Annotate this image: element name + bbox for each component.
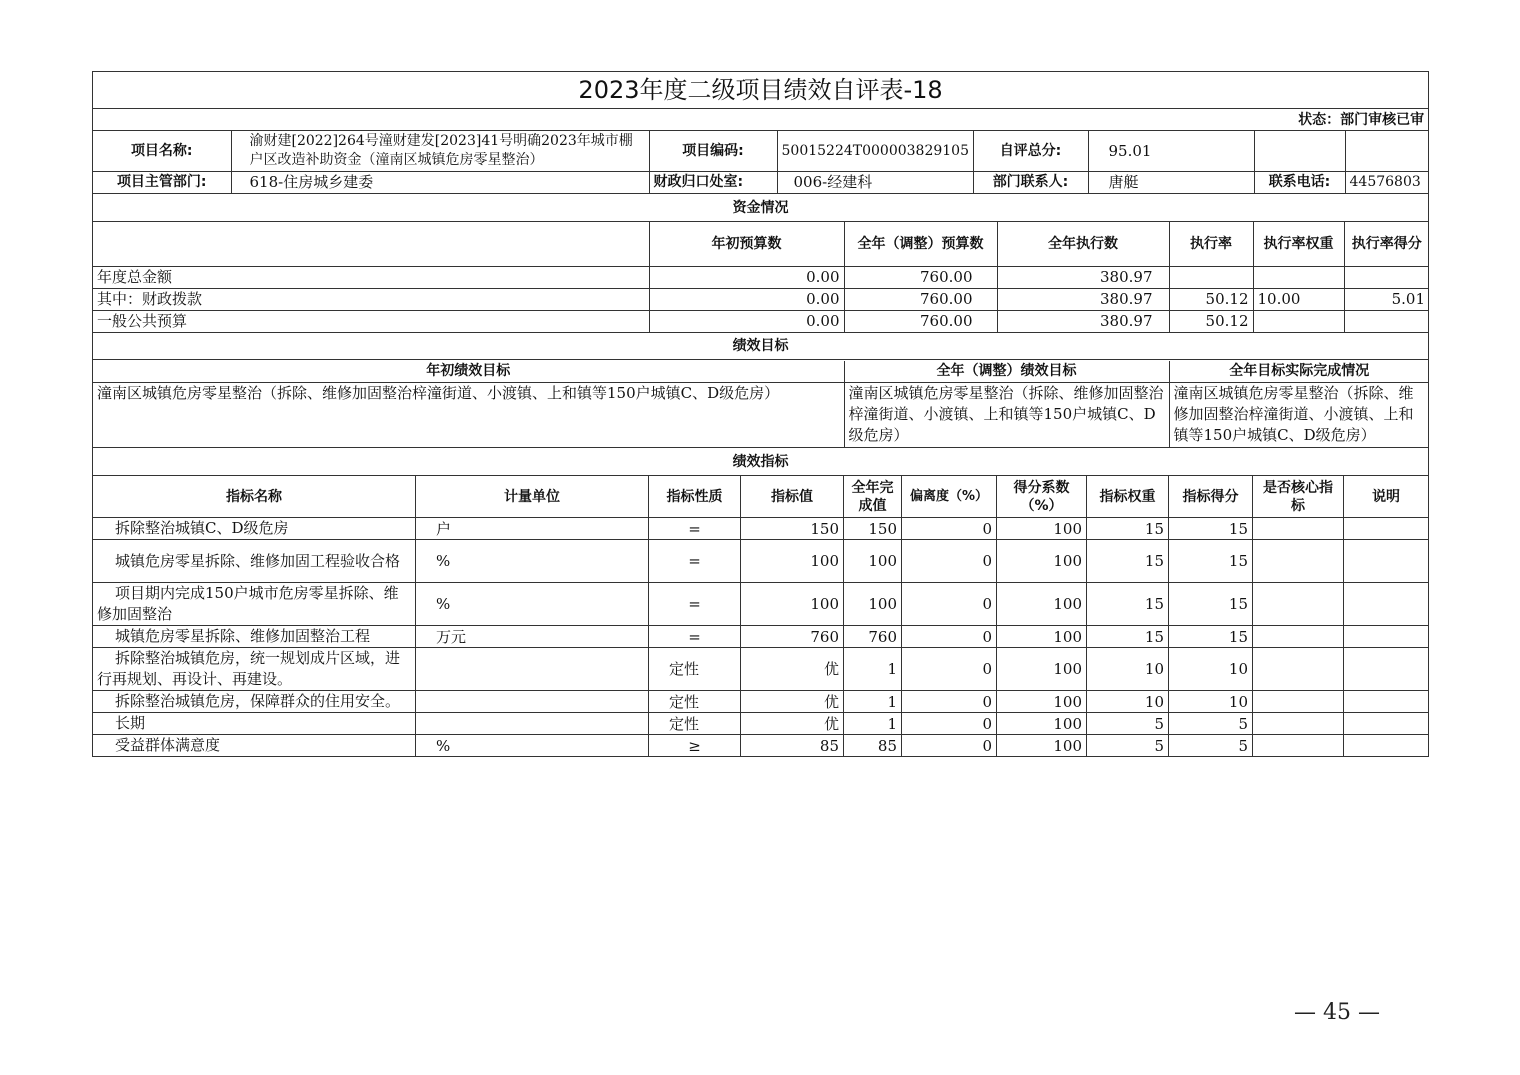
funds-weight: 10.00 [1253,288,1344,310]
table-row [93,713,1429,735]
ind-header-done: 全年完成值 [844,476,902,518]
indicator-done: 760 [844,626,902,648]
indicator-coefficient: 100 [997,583,1087,626]
indicator-target: 85 [741,735,844,757]
ind-header-unit: 计量单位 [416,476,649,518]
funds-initial: 0.00 [649,266,844,288]
funds-header-score: 执行率得分 [1344,222,1429,266]
funds-header-rate: 执行率 [1169,222,1253,266]
funds-row-label: 年度总金额 [93,266,649,288]
indicator-name: 拆除整治城镇危房，保障群众的住用安全。 [93,691,416,713]
ind-header-note: 说明 [1344,476,1429,518]
indicator-core [1253,691,1344,713]
indicator-unit: 万元 [416,626,649,648]
blank-cell [93,222,649,266]
indicator-note [1344,691,1429,713]
indicator-unit: % [416,583,649,626]
table-row [93,691,1429,713]
funds-section-title: 资金情况 [93,194,1429,222]
indicator-name: 城镇危房零星拆除、维修加固工程验收合格 [93,540,416,583]
funds-initial: 0.00 [649,288,844,310]
indicators-section-title: 绩效指标 [93,448,1429,476]
indicator-unit: 户 [416,518,649,540]
table-row [93,540,1429,583]
indicator-done: 1 [844,713,902,735]
table-row [93,266,1429,288]
funds-header-weight: 执行率权重 [1253,222,1344,266]
indicator-target: 150 [741,518,844,540]
indicator-done: 1 [844,648,902,691]
blank-cell [1254,131,1345,171]
indicator-score: 5 [1169,713,1253,735]
dept-label: 项目主管部门: [93,171,231,193]
indicator-core [1253,735,1344,757]
funds-adjusted: 760.00 [844,310,997,332]
funds-adjusted: 760.00 [844,288,997,310]
indicator-target: 760 [741,626,844,648]
funds-score [1344,266,1429,288]
indicator-weight: 5 [1087,735,1169,757]
self-score-label: 自评总分: [973,131,1088,171]
indicator-unit: % [416,735,649,757]
ind-header-nature: 指标性质 [649,476,741,518]
funds-rate: 50.12 [1169,288,1253,310]
indicator-score: 5 [1169,735,1253,757]
funds-initial: 0.00 [649,310,844,332]
finance-office-label: 财政归口处室: [649,171,777,193]
indicators-body [93,518,1429,757]
ind-header-score: 指标得分 [1169,476,1253,518]
indicator-name: 长期 [93,713,416,735]
table-row [93,648,1429,691]
indicator-done: 150 [844,518,902,540]
goal-actual-text: 潼南区城镇危房零星整治（拆除、维修加固整治梓潼街道、小渡镇、上和镇等150户城镇C、D级危房） [1169,383,1429,447]
indicator-nature: = [649,626,741,648]
indicator-name: 项目期内完成150户城市危房零星拆除、维修加固整治 [93,583,416,626]
indicator-core [1253,540,1344,583]
funds-rate: 50.12 [1169,310,1253,332]
indicator-deviation: 0 [902,648,997,691]
ind-header-target: 指标值 [741,476,844,518]
finance-office-value: 006-经建科 [777,171,973,193]
indicator-deviation: 0 [902,691,997,713]
indicator-nature: 定性 [649,691,741,713]
funds-header-executed: 全年执行数 [997,222,1169,266]
indicator-unit [416,648,649,691]
indicator-score: 15 [1169,583,1253,626]
indicator-score: 15 [1169,540,1253,583]
indicator-score: 10 [1169,691,1253,713]
funds-executed: 380.97 [997,288,1169,310]
indicator-deviation: 0 [902,540,997,583]
ind-header-weight: 指标权重 [1087,476,1169,518]
indicator-weight: 10 [1087,648,1169,691]
page-number: — 45 — [1294,1000,1380,1025]
indicator-core [1253,713,1344,735]
indicator-nature: 定性 [649,713,741,735]
indicator-deviation: 0 [902,735,997,757]
dept-value: 618-住房城乡建委 [231,171,649,193]
indicator-note [1344,648,1429,691]
table-row [93,310,1429,332]
indicator-core [1253,626,1344,648]
page-title: 2023年度二级项目绩效自评表-18 [93,72,1429,109]
indicator-name: 城镇危房零星拆除、维修加固整治工程 [93,626,416,648]
funds-executed: 380.97 [997,266,1169,288]
project-name-label: 项目名称: [93,131,231,171]
indicator-coefficient: 100 [997,540,1087,583]
indicator-done: 100 [844,583,902,626]
ind-header-core: 是否核心指标 [1253,476,1344,518]
self-evaluation-form [92,71,1428,757]
ind-header-name: 指标名称 [93,476,416,518]
indicator-score: 10 [1169,648,1253,691]
indicator-unit: % [416,540,649,583]
indicator-weight: 5 [1087,713,1169,735]
evaluation-table [92,71,1429,757]
funds-header-initial: 年初预算数 [649,222,844,266]
indicator-target: 优 [741,648,844,691]
indicator-done: 1 [844,691,902,713]
goals-header-actual: 全年目标实际完成情况 [1169,361,1429,383]
goals-section-title: 绩效目标 [93,333,1429,360]
table-row [93,518,1429,540]
goals-header-adjusted: 全年（调整）绩效目标 [844,361,1169,383]
phone-value: 44576803 [1345,171,1429,193]
indicator-coefficient: 100 [997,691,1087,713]
funds-row-label: 一般公共预算 [93,310,649,332]
indicator-name: 拆除整治城镇危房，统一规划成片区域，进行再规划、再设计、再建设。 [93,648,416,691]
project-code-value: 50015224T000003829105 [777,131,973,171]
indicator-coefficient: 100 [997,713,1087,735]
indicator-note [1344,540,1429,583]
goal-initial-text: 潼南区城镇危房零星整治（拆除、维修加固整治梓潼街道、小渡镇、上和镇等150户城镇C、D级危房） [93,383,844,447]
funds-score: 5.01 [1344,288,1429,310]
indicator-nature: 定性 [649,648,741,691]
indicator-coefficient: 100 [997,518,1087,540]
contact-value: 唐艇 [1088,171,1254,193]
indicator-target: 100 [741,583,844,626]
funds-executed: 380.97 [997,310,1169,332]
contact-label: 部门联系人: [973,171,1088,193]
goal-adjusted-text: 潼南区城镇危房零星整治（拆除、维修加固整治梓潼街道、小渡镇、上和镇等150户城镇C、D级危房） [844,383,1169,447]
indicator-coefficient: 100 [997,735,1087,757]
funds-header-adjusted: 全年（调整）预算数 [844,222,997,266]
indicator-nature: = [649,518,741,540]
indicator-target: 优 [741,713,844,735]
indicator-done: 85 [844,735,902,757]
indicator-note [1344,735,1429,757]
indicator-nature: ≥ [649,735,741,757]
table-row [93,288,1429,310]
indicator-note [1344,626,1429,648]
table-row [93,626,1429,648]
indicator-weight: 10 [1087,691,1169,713]
table-row [93,735,1429,757]
indicator-note [1344,713,1429,735]
self-score-value: 95.01 [1088,131,1254,171]
ind-header-coefficient: 得分系数（%） [997,476,1087,518]
indicator-deviation: 0 [902,518,997,540]
indicator-core [1253,518,1344,540]
indicator-coefficient: 100 [997,648,1087,691]
indicator-note [1344,583,1429,626]
indicator-deviation: 0 [902,713,997,735]
indicator-name: 拆除整治城镇C、D级危房 [93,518,416,540]
indicator-core [1253,583,1344,626]
indicator-score: 15 [1169,626,1253,648]
indicator-weight: 15 [1087,540,1169,583]
indicator-nature: = [649,583,741,626]
indicator-name: 受益群体满意度 [93,735,416,757]
ind-header-deviation: 偏离度（%） [902,476,997,518]
indicator-coefficient: 100 [997,626,1087,648]
funds-score [1344,310,1429,332]
funds-row-label: 其中：财政拨款 [93,288,649,310]
status-label: 状态：部门审核已审 [93,109,1429,131]
indicator-target: 优 [741,691,844,713]
indicator-score: 15 [1169,518,1253,540]
indicator-deviation: 0 [902,583,997,626]
funds-adjusted: 760.00 [844,266,997,288]
indicator-weight: 15 [1087,583,1169,626]
funds-weight [1253,310,1344,332]
indicator-core [1253,648,1344,691]
indicator-weight: 15 [1087,626,1169,648]
project-code-label: 项目编码: [649,131,777,171]
project-name-value: 渝财建[2022]264号潼财建发[2023]41号明确2023年城市棚户区改造补助资金（潼南区城镇危房零星整治） [231,131,649,171]
indicator-weight: 15 [1087,518,1169,540]
indicator-note [1344,518,1429,540]
funds-rate [1169,266,1253,288]
phone-label: 联系电话: [1254,171,1345,193]
indicator-deviation: 0 [902,626,997,648]
table-row [93,583,1429,626]
indicator-target: 100 [741,540,844,583]
indicator-unit [416,713,649,735]
blank-cell [1345,131,1429,171]
indicator-done: 100 [844,540,902,583]
indicator-nature: = [649,540,741,583]
indicator-unit [416,691,649,713]
goals-header-initial: 年初绩效目标 [93,361,844,383]
funds-weight [1253,266,1344,288]
